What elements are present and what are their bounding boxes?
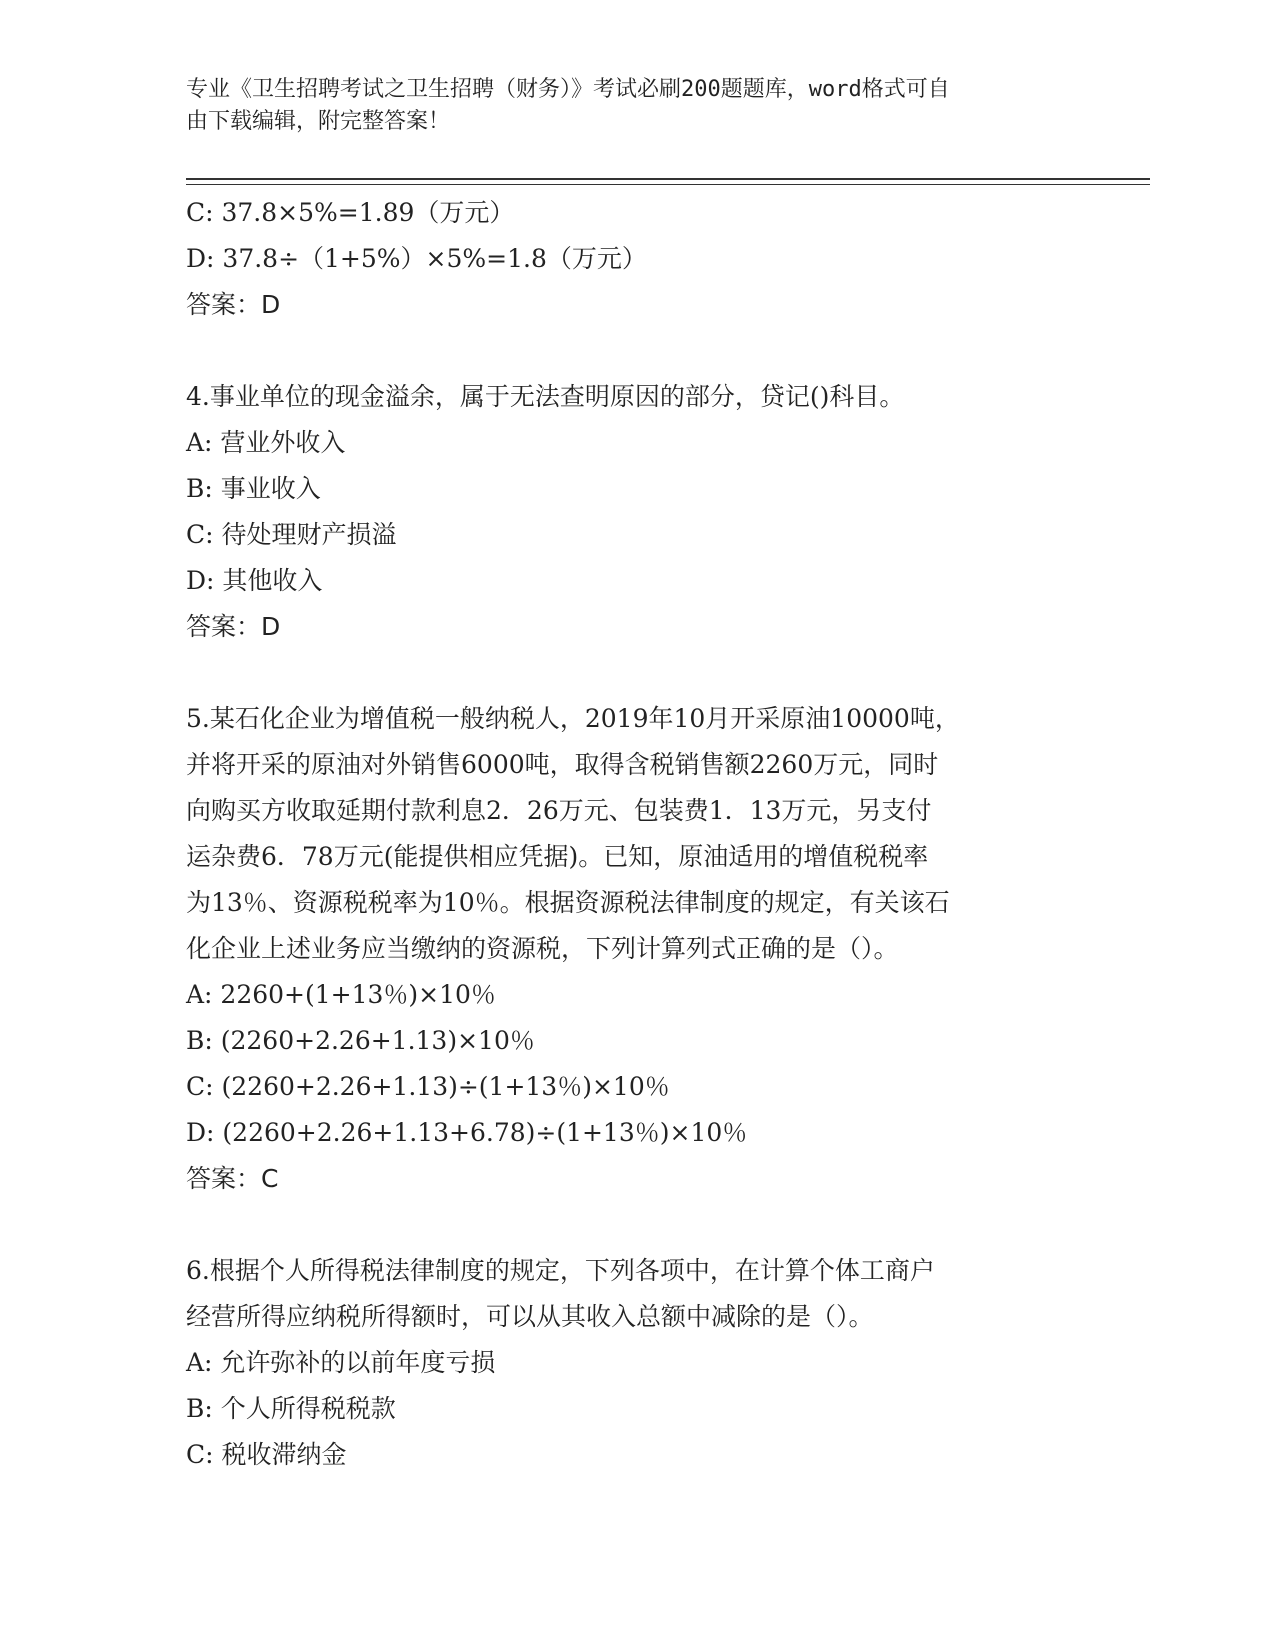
option-d: D: 其他收入 bbox=[186, 566, 323, 595]
option-c: C: 税收滞纳金 bbox=[186, 1440, 347, 1469]
spacer bbox=[186, 328, 1086, 374]
header-rule-thin bbox=[186, 184, 1150, 185]
option-d: D: 37.8÷（1+5%）×5%=1.8（万元） bbox=[186, 244, 647, 273]
question-3-tail bbox=[186, 190, 1086, 328]
question-stem-line: 为13％、资源税税率为10％。根据资源税法律制度的规定，有关该石 bbox=[186, 888, 950, 917]
question-5 bbox=[186, 696, 1086, 1202]
question-4 bbox=[186, 374, 1086, 650]
option-d: D: (2260+2.26+1.13+6.78)÷(1+13％)×10％ bbox=[186, 1118, 748, 1147]
option-b: B: (2260+2.26+1.13)×10％ bbox=[186, 1026, 535, 1055]
document-header bbox=[186, 74, 1066, 138]
option-b: B: 个人所得税税款 bbox=[186, 1394, 396, 1423]
question-stem-line: 5.某石化企业为增值税一般纳税人，2019年10月开采原油10000吨， bbox=[186, 704, 960, 733]
option-c: C: 37.8×5%=1.89（万元） bbox=[186, 198, 515, 227]
answer: 答案：D bbox=[186, 290, 281, 319]
question-stem-line: 运杂费6．78万元(能提供相应凭据)。已知，原油适用的增值税税率 bbox=[186, 842, 929, 871]
spacer bbox=[186, 1202, 1086, 1248]
option-a: A: 营业外收入 bbox=[186, 428, 346, 457]
question-stem: 4.事业单位的现金溢余，属于无法查明原因的部分，贷记()科目。 bbox=[186, 382, 905, 411]
option-a: A: 允许弥补的以前年度亏损 bbox=[186, 1348, 496, 1377]
option-c: C: 待处理财产损溢 bbox=[186, 520, 397, 549]
question-stem-line: 化企业上述业务应当缴纳的资源税，下列计算列式正确的是（）。 bbox=[186, 934, 899, 963]
header-rule-thick bbox=[186, 178, 1150, 180]
answer: 答案：C bbox=[186, 1164, 279, 1193]
header-title-line-1: 专业《卫生招聘考试之卫生招聘（财务）》考试必刷200题题库，word格式可自 bbox=[186, 77, 950, 102]
answer: 答案：D bbox=[186, 612, 281, 641]
question-6 bbox=[186, 1248, 1086, 1478]
question-stem-line: 6.根据个人所得税法律制度的规定，下列各项中，在计算个体工商户 bbox=[186, 1256, 935, 1285]
question-stem-line: 经营所得应纳税所得额时，可以从其收入总额中减除的是（）。 bbox=[186, 1302, 874, 1331]
question-stem-line: 并将开采的原油对外销售6000吨，取得含税销售额2260万元，同时 bbox=[186, 750, 939, 779]
option-b: B: 事业收入 bbox=[186, 474, 321, 503]
header-title-line-2: 由下载编辑，附完整答案！ bbox=[186, 109, 451, 134]
spacer bbox=[186, 650, 1086, 696]
question-stem-line: 向购买方收取延期付款利息2．26万元、包装费1．13万元，另支付 bbox=[186, 796, 932, 825]
option-c: C: (2260+2.26+1.13)÷(1+13％)×10％ bbox=[186, 1072, 670, 1101]
question-list bbox=[186, 190, 1086, 1478]
option-a: A: 2260+(1+13％)×10％ bbox=[186, 980, 496, 1009]
